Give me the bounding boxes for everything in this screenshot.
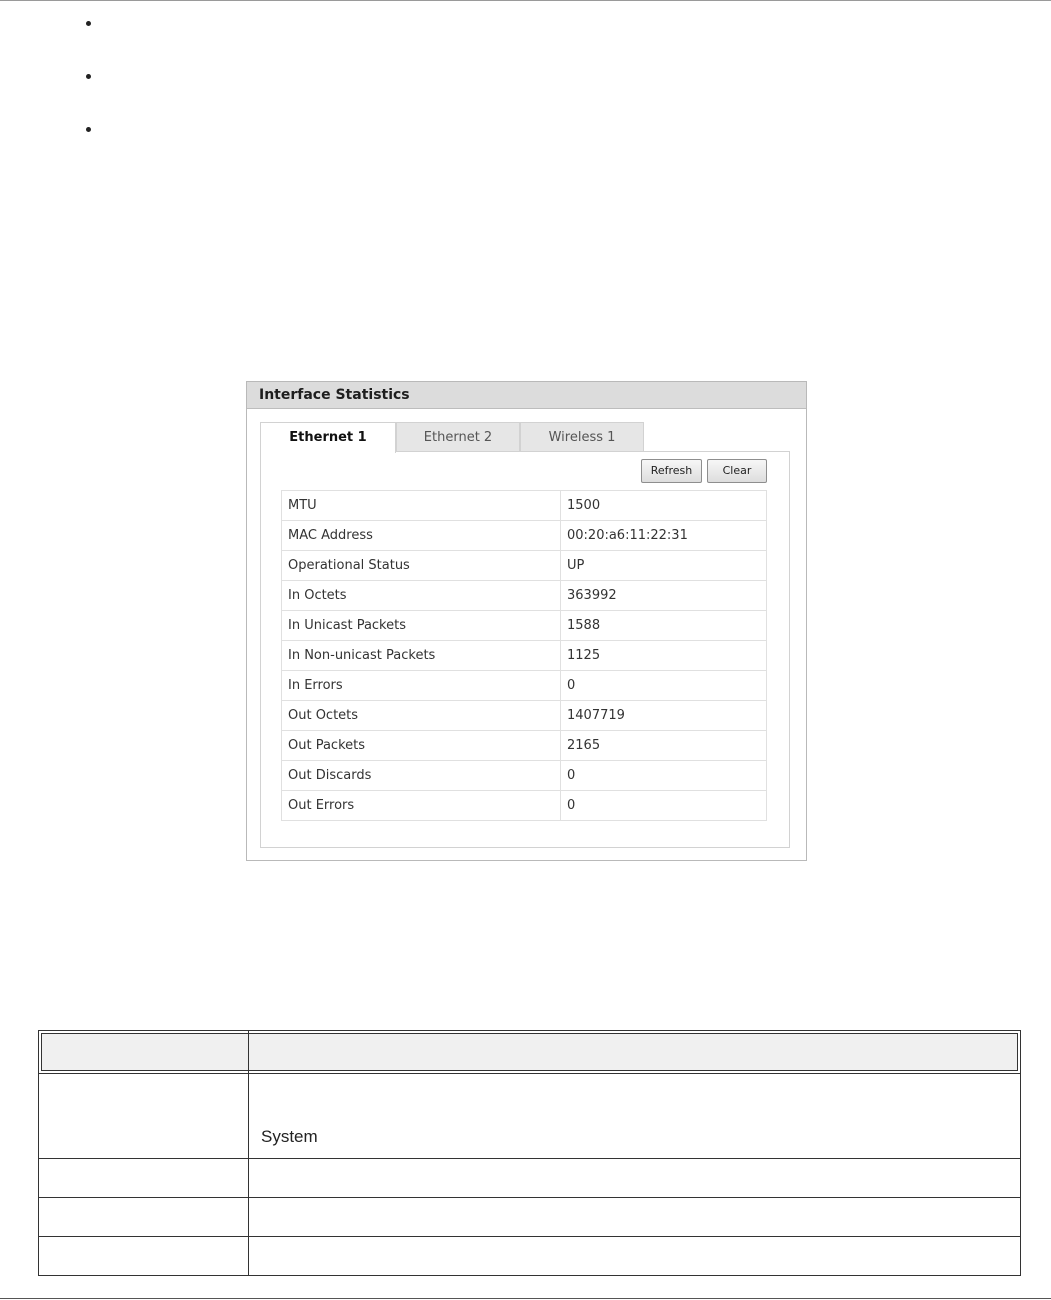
bullet-2 [86, 74, 91, 79]
table-row [282, 671, 767, 701]
tab-wireless-1[interactable]: Wireless 1 [520, 422, 644, 452]
bullet-1 [86, 21, 91, 26]
bottom-rule [0, 1298, 1051, 1299]
stat-label: Out Octets [282, 701, 561, 731]
panel-title: Interface Statistics [247, 382, 806, 409]
table-cell-text: System [261, 1127, 318, 1146]
table-row [282, 791, 767, 821]
top-rule [0, 0, 1051, 1]
stat-label: Operational Status [282, 551, 561, 581]
stat-value: 1125 [561, 641, 767, 671]
document-table [38, 1030, 1021, 1276]
stat-label: MTU [282, 491, 561, 521]
stat-label: Out Packets [282, 731, 561, 761]
interface-statistics-panel [246, 381, 807, 861]
table-row [282, 521, 767, 551]
stat-value: 1500 [561, 491, 767, 521]
stat-label: MAC Address [282, 521, 561, 551]
stat-value: 0 [561, 761, 767, 791]
stat-value: 1407719 [561, 701, 767, 731]
clear-button[interactable]: Clear [707, 459, 767, 483]
table-row [282, 611, 767, 641]
stat-label: In Non-unicast Packets [282, 641, 561, 671]
stat-label: In Octets [282, 581, 561, 611]
stat-value: 1588 [561, 611, 767, 641]
column-divider [248, 1031, 249, 1275]
statistics-table [281, 490, 767, 821]
row-divider [39, 1197, 1020, 1198]
stat-value: UP [561, 551, 767, 581]
tab-content [260, 451, 790, 848]
stat-value: 363992 [561, 581, 767, 611]
table-row [282, 761, 767, 791]
row-divider [39, 1236, 1020, 1237]
refresh-button[interactable]: Refresh [641, 459, 702, 483]
row-divider [39, 1073, 1020, 1074]
stat-value: 0 [561, 671, 767, 701]
table-row [282, 641, 767, 671]
stat-label: Out Errors [282, 791, 561, 821]
tab-ethernet-1[interactable]: Ethernet 1 [260, 422, 396, 453]
stat-value: 0 [561, 791, 767, 821]
stat-label: In Errors [282, 671, 561, 701]
tab-ethernet-2[interactable]: Ethernet 2 [396, 422, 520, 452]
table-row [282, 581, 767, 611]
table-row [282, 731, 767, 761]
row-divider [39, 1158, 1020, 1159]
stat-value: 00:20:a6:11:22:31 [561, 521, 767, 551]
stat-label: Out Discards [282, 761, 561, 791]
table-header-row [41, 1033, 1018, 1071]
stat-label: In Unicast Packets [282, 611, 561, 641]
bullet-3 [86, 127, 91, 132]
table-row [282, 551, 767, 581]
stat-value: 2165 [561, 731, 767, 761]
table-row [282, 491, 767, 521]
table-row [282, 701, 767, 731]
